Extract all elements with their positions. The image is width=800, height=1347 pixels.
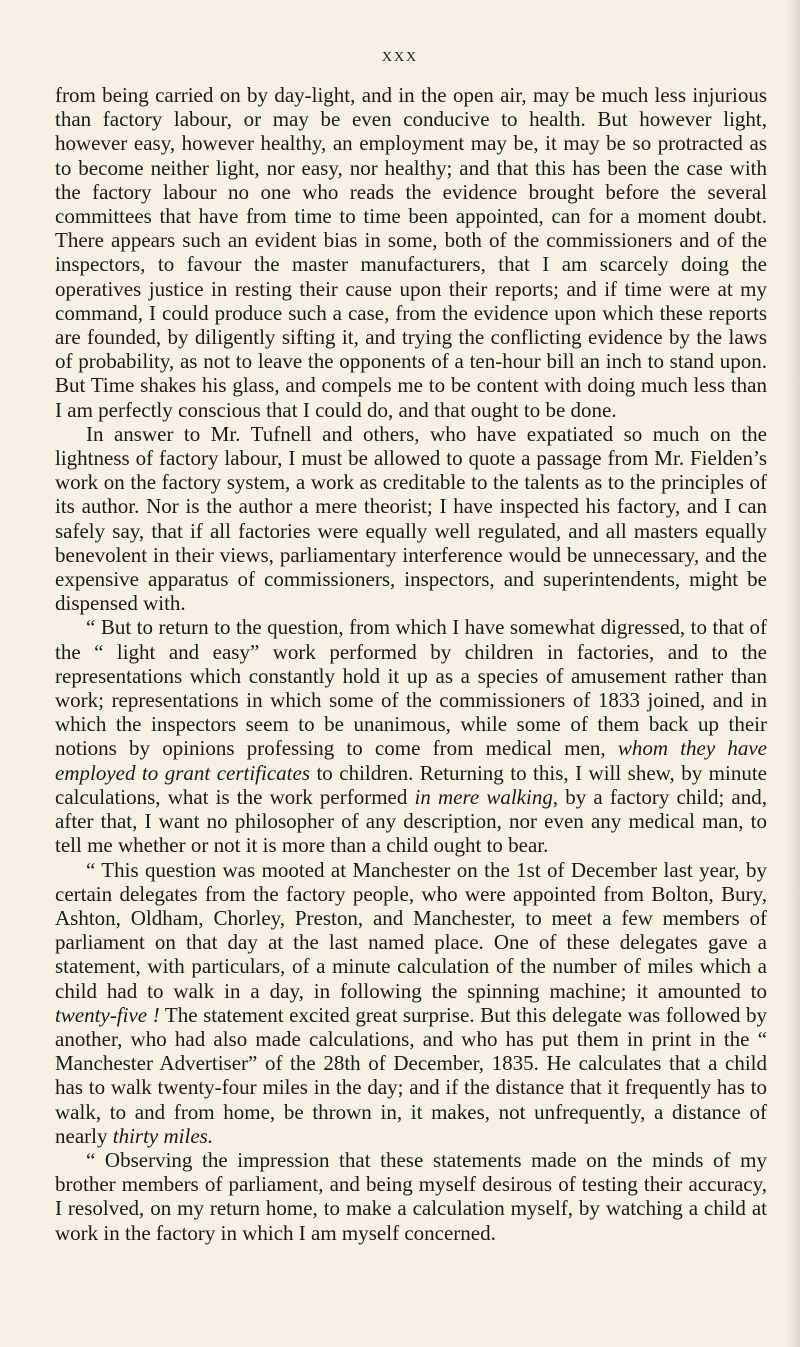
paragraph-3-text-a: “ But to return to the question, from which I have somewhat digressed, to that of the “ light and easy” work performed by children in factories, and to the representations which constantly hold it up as a species of amusement rather than work; representations in which some of the commissioners of 1833 joined, and in which the inspectors seem to be unanimous, while some of them back up their notions by opinions professing to come from medical men, (55, 615, 767, 761)
paragraph-1 (55, 83, 767, 422)
paragraph-1-text: from being carried on by day-light, and in the open air, may be much less injurious than factory labour, or may be even conducive to health. But however light, however easy, however healthy, an employment may be, it may be so protracted as to become neither light, nor easy, nor healthy; and that this has been the case with the factory labour no one who reads the evidence brought before the several committees that have from time to time been appointed, can for a moment doubt. There appears such an evident bias in some, both of the commissioners and of the inspectors, to favour the master manufacturers, that I am scarcely doing the operatives justice in resting their cause upon their reports; and if time were at my command, I could produce such a case, from the evidence upon which these reports are founded, by diligently sifting it, and trying the conflicting evidence by the laws of probability, as not to leave the opponents of a ten-hour bill an inch to stand upon. But Time shakes his glass, and compels me to be content with doing much less than I am perfectly conscious that I could do, and that ought to be done. (55, 83, 767, 422)
paragraph-3-text-c: , by a factory child; and, after that, I want no philosopher of any description, nor even any medical man, to tell me whether or not it is more than a child ought to bear. (55, 784, 767, 858)
paragraph-4-text-b: The statement excited great surprise. But this delegate was followed by another, who had also made calculations, and who has put them in print in the “ Manchester Advertiser” of the 28th of December, 1835. He calculates that a child has to walk twenty-four miles in the day; and if the distance that it frequently has to walk, to and from home, be thrown in, it makes, not unfrequently, a distance of nearly (55, 1002, 767, 1148)
paragraph-3 (55, 615, 767, 857)
body-text (55, 83, 767, 1245)
paragraph-4-italic-b: thirty miles. (112, 1123, 214, 1148)
paragraph-2-text: In answer to Mr. Tufnell and others, who have expatiated so much on the lightness of factory labour, I must be allowed to quote a passage from Mr. Fielden’s work on the factory system, a work as creditable to the talents as to the principles of its author. Nor is the author a mere theorist; I have inspected his factory, and I can safely say, that if all factories were equally well regulated, and all masters equally benevolent in their views, parliamentary interference would be unnecessary, and the expensive apparatus of commissioners, inspectors, and superintendents, might be dispensed with. (55, 421, 767, 616)
paragraph-5-text: “ Observing the impression that these statements made on the minds of my brother members of parliament, and being myself desirous of testing their accuracy, I resolved, on my return home, to make a calculation myself, by watching a child at work in the factory in which I am myself concerned. (55, 1147, 767, 1245)
paragraph-2 (55, 422, 767, 616)
paragraph-5 (55, 1148, 767, 1245)
paragraph-4-italic-a: twenty-five ! (55, 1002, 160, 1027)
page-edge-shadow (786, 0, 800, 1347)
paragraph-4 (55, 858, 767, 1148)
page-number: XXX (381, 50, 419, 65)
paragraph-3-italic-b: in mere walking (414, 784, 553, 809)
paragraph-3-text-b: to children. Returning to this, I will shew, by minute calculations, what is the work performed (55, 760, 767, 809)
paragraph-4-text-a: “ This question was mooted at Manchester on the 1st of December last year, by certain delegates from the factory people, who were appointed from Bolton, Bury, Ashton, Oldham, Chorley, Preston, and Manchester, to meet a few members of parliament on that day at the last named place. One of these delegates gave a statement, with particulars, of a minute calculation of the number of miles which a child had to walk in a day, in following the spinning machine; it amounted to (55, 857, 767, 1003)
paragraph-3-italic-a: whom they have employed to grant certificates (55, 736, 768, 785)
